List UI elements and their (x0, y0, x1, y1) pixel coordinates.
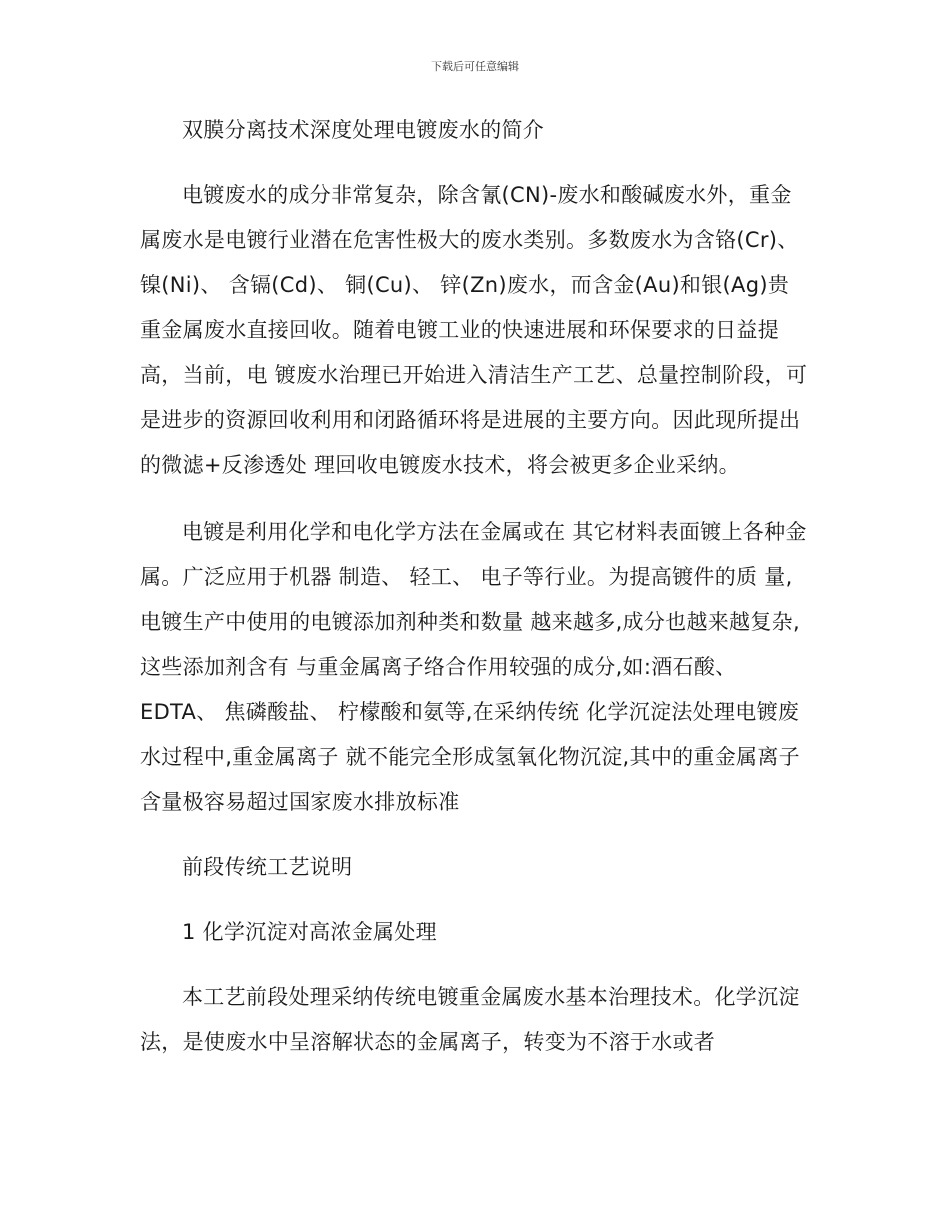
paragraph-electroplating: 电镀是利用化学和电化学方法在金属或在 其它材料表面镀上各种金属。广泛应用于机器 制造、 轻工、 电子等行业。为提高镀件的质 量,电镀生产中使用的电镀添加剂种类和数量 越来越多,成分也越来越复杂,这些添加剂含有 与重金属离子络合作用较强的成分,如:酒石酸、 EDTA、 焦磷酸盐、 柠檬酸和氨等,在采纳传统 化学沉淀法处理电镀废水过程中,重金属离子 就不能完全形成氢氧化物沉淀,其中的重金属离子含量极容易超过国家废水排放标准 (140, 520, 807, 814)
paragraph-process: 本工艺前段处理采纳传统电镀重金属废水基本治理技术。化学沉淀法，是使废水中呈溶解状态的金属离子，转变为不溶于水或者 (140, 985, 800, 1054)
spacer (140, 890, 808, 910)
subsection-heading: 1 化学沉淀对高浓金属处理 (182, 920, 437, 944)
header-note: 下载后可任意编辑 (431, 60, 519, 73)
paragraph-intro: 电镀废水的成分非常复杂，除含氰(CN)-废水和酸碱废水外，重金属废水是电镀行业潜在危害性极大的废水类别。多数废水为含铬(Cr)、 镍(Ni)、 含镉(Cd)、 铜(Cu)、 锌(Zn)废水，而含金(Au)和银(Ag)贵重金属废水直接回收。随着电镀工业的快速进展和环保要求的日益提高，当前，电 镀废水治理已开始进入清洁生产工艺、总量控制阶段，可是进步的资源回收利用和闭路循环将是进展的主要方向。因此现所提出的微滤+反渗透处 理回收电镀废水技术，将会被更多企业采纳。 (140, 183, 808, 477)
document-body (140, 108, 808, 1065)
spacer (140, 825, 808, 845)
spacer (140, 488, 808, 510)
spacer (140, 153, 808, 173)
document-title: 双膜分离技术深度处理电镀废水的简介 (182, 118, 545, 142)
spacer (140, 955, 808, 975)
section-heading: 前段传统工艺说明 (182, 855, 353, 879)
